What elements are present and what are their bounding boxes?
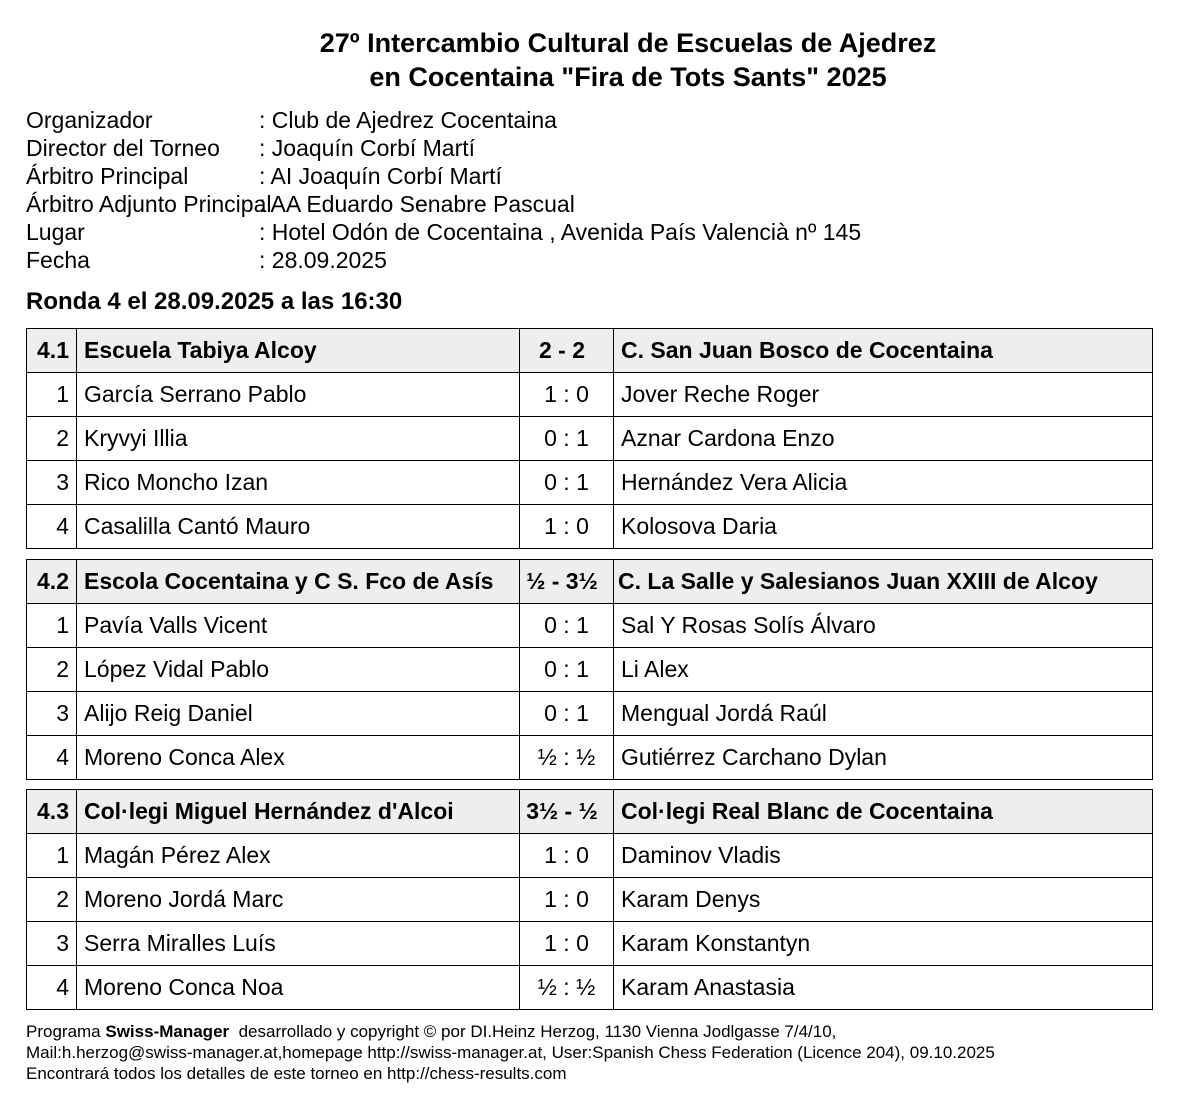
title-line-1: 27º Intercambio Cultural de Escuelas de Ajedrez (319, 28, 937, 58)
player-b: Jover Reche Roger (614, 373, 1153, 417)
board-number: 3 (27, 692, 77, 736)
board-row (27, 878, 1153, 922)
team-a-label: Col·legi Miguel Hernández d'Alcoi (84, 798, 454, 824)
info-value: : AI Joaquín Corbí Martí (259, 163, 502, 189)
player-b: Mengual Jordá Raúl (614, 692, 1153, 736)
info-value: : Club de Ajedrez Cocentaina (259, 107, 557, 133)
player-a: Rico Moncho Izan (77, 461, 520, 505)
board-row (27, 922, 1153, 966)
match-header-row (27, 790, 1153, 834)
board-row (27, 461, 1153, 505)
player-a: Moreno Conca Noa (77, 966, 520, 1010)
board-number: 2 (27, 648, 77, 692)
board-number: 3 (27, 461, 77, 505)
info-value: : Joaquín Corbí Martí (259, 135, 476, 161)
board-result: ½ : ½ (520, 736, 614, 780)
player-a: Magán Pérez Alex (77, 834, 520, 878)
info-value: : 28.09.2025 (259, 247, 387, 273)
player-b: Gutiérrez Carchano Dylan (614, 736, 1153, 780)
board-row (27, 505, 1153, 549)
team-a-label: Escola Cocentaina y C S. Fco de Asís (84, 568, 494, 594)
team-b-name: C. La Salle y Salesianos Juan XXIII de Alcoy (614, 560, 1153, 604)
team-a-name (77, 329, 586, 373)
info-label: Árbitro Principal (26, 163, 189, 189)
player-a: Casalilla Cantó Mauro (77, 505, 520, 549)
board-result: 0 : 1 (520, 692, 614, 736)
board-result: 1 : 0 (520, 834, 614, 878)
player-a: Moreno Jordá Marc (77, 878, 520, 922)
info-value: : Hotel Odón de Cocentaina , Avenida País Valencià nº 145 (259, 219, 862, 245)
board-number: 1 (27, 604, 77, 648)
board-result: 1 : 0 (520, 878, 614, 922)
info-label: Árbitro Adjunto Principal (26, 191, 272, 217)
footer-line-3: Encontrará todos los detalles de este torneo en http://chess-results.com (26, 1064, 567, 1083)
player-a: Kryvyi Illia (77, 417, 520, 461)
player-a: Pavía Valls Vicent (77, 604, 520, 648)
board-row (27, 966, 1153, 1010)
match-number: 4.3 (27, 790, 77, 834)
board-result: ½ : ½ (520, 966, 614, 1010)
team-a-name (77, 560, 598, 604)
board-row (27, 736, 1153, 780)
board-number: 4 (27, 736, 77, 780)
board-result: 0 : 1 (520, 461, 614, 505)
team-a-name (77, 790, 598, 834)
player-b: Karam Anastasia (614, 966, 1153, 1010)
match-score: 3½ - ½ (526, 798, 598, 824)
board-row (27, 604, 1153, 648)
player-b: Hernández Vera Alicia (614, 461, 1153, 505)
match-number: 4.1 (27, 329, 77, 373)
board-result: 0 : 1 (520, 604, 614, 648)
player-a: García Serrano Pablo (77, 373, 520, 417)
team-a-label: Escuela Tabiya Alcoy (84, 337, 317, 363)
match-number: 4.2 (27, 560, 77, 604)
board-row (27, 417, 1153, 461)
match-table-4-1 (26, 328, 1153, 549)
player-b: Karam Denys (614, 878, 1153, 922)
team-b-name: Col·legi Real Blanc de Cocentaina (614, 790, 1153, 834)
board-number: 4 (27, 966, 77, 1010)
info-value: : AA Eduardo Senabre Pascual (259, 191, 575, 217)
footer-line-2: Mail:h.herzog@swiss-manager.at,homepage http://swiss-manager.at, User:Spanish Chess Federation (Licence 204), 09.10.2025 (26, 1043, 995, 1062)
board-number: 2 (27, 878, 77, 922)
player-b: Li Alex (614, 648, 1153, 692)
player-b: Daminov Vladis (614, 834, 1153, 878)
player-a: Serra Miralles Luís (77, 922, 520, 966)
match-table-4-3 (26, 789, 1153, 1010)
board-row (27, 692, 1153, 736)
round-heading: Ronda 4 el 28.09.2025 a las 16:30 (26, 288, 403, 315)
footer-brand: Swiss-Manager (105, 1022, 230, 1041)
footer-prefix: Programa (26, 1022, 106, 1041)
board-number: 1 (27, 834, 77, 878)
footer-copyright: desarrollado y copyright © por DI.Heinz Herzog, 1130 Vienna Jodlgasse 7/4/10, (229, 1022, 837, 1041)
match-header-row (27, 560, 1153, 604)
board-result: 0 : 1 (520, 648, 614, 692)
board-number: 1 (27, 373, 77, 417)
board-result: 1 : 0 (520, 373, 614, 417)
title-line-2: en Cocentaina "Fira de Tots Sants" 2025 (369, 62, 887, 92)
info-label: Lugar (26, 219, 85, 245)
match-table-4-2 (26, 559, 1153, 780)
player-b: Karam Konstantyn (614, 922, 1153, 966)
team-b-name: C. San Juan Bosco de Cocentaina (614, 329, 1153, 373)
board-row (27, 648, 1153, 692)
board-result: 0 : 1 (520, 417, 614, 461)
info-label: Director del Torneo (26, 135, 220, 161)
player-b: Kolosova Daria (614, 505, 1153, 549)
player-b: Sal Y Rosas Solís Álvaro (614, 604, 1153, 648)
info-label: Organizador (26, 107, 153, 133)
info-label: Fecha (26, 247, 90, 273)
board-number: 2 (27, 417, 77, 461)
board-number: 4 (27, 505, 77, 549)
board-row (27, 373, 1153, 417)
player-a: Moreno Conca Alex (77, 736, 520, 780)
board-row (27, 834, 1153, 878)
match-header-row (27, 329, 1153, 373)
board-result: 1 : 0 (520, 922, 614, 966)
match-score: 2 - 2 (538, 337, 586, 363)
footer-line-1 (26, 1021, 836, 1042)
match-score: ½ - 3½ (526, 568, 598, 594)
player-a: Alijo Reig Daniel (77, 692, 520, 736)
board-number: 3 (27, 922, 77, 966)
player-b: Aznar Cardona Enzo (614, 417, 1153, 461)
board-result: 1 : 0 (520, 505, 614, 549)
player-a: López Vidal Pablo (77, 648, 520, 692)
